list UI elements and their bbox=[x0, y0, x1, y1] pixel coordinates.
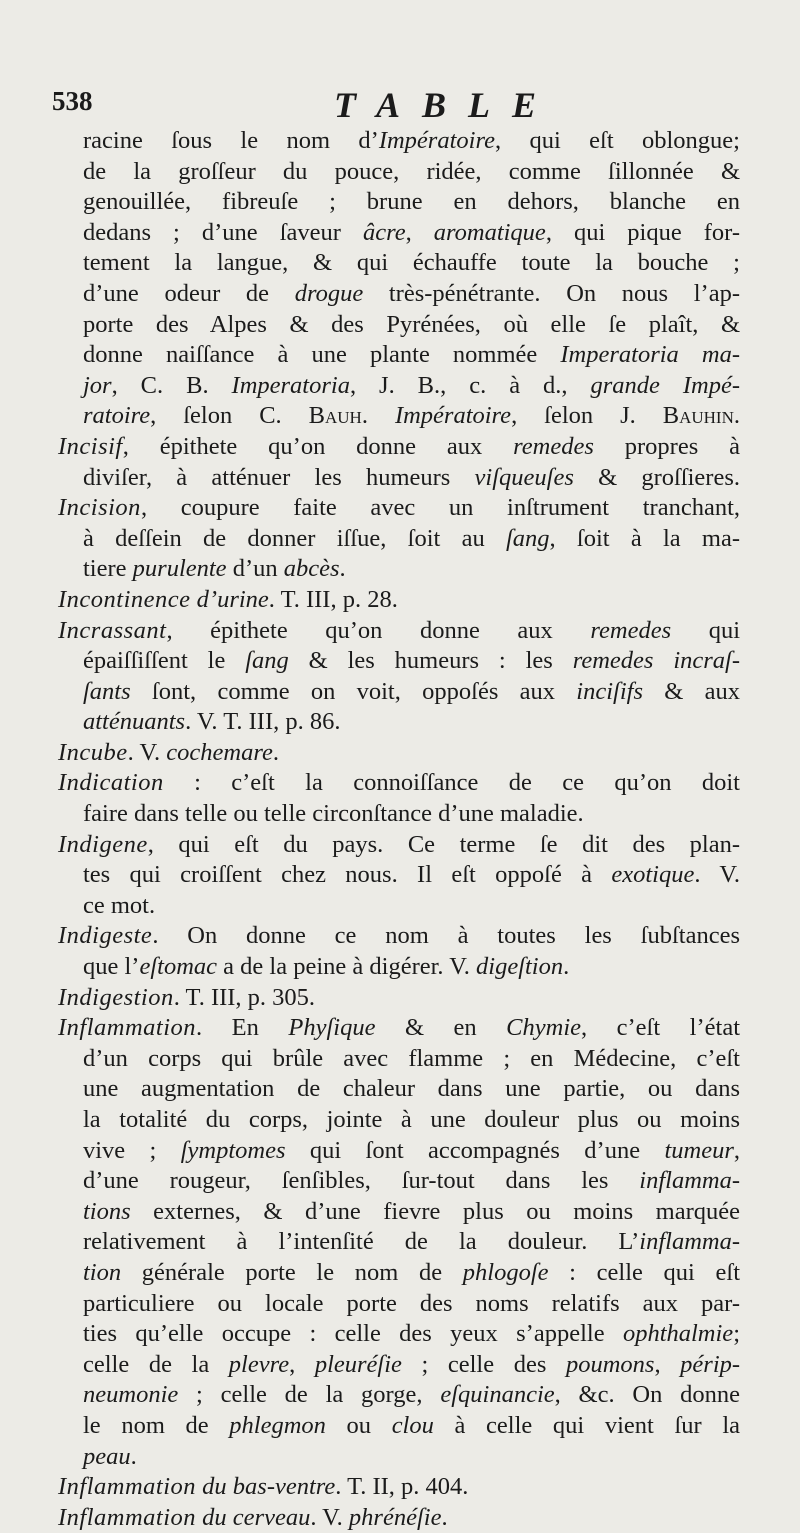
text-run: porte des Alpes & des Pyrénées, où elle ſe plaît, & bbox=[83, 310, 740, 338]
text-run: tion bbox=[83, 1258, 122, 1286]
text-run: jor bbox=[83, 371, 112, 399]
text-run: peau bbox=[83, 1442, 131, 1470]
text-run: tions bbox=[83, 1197, 131, 1225]
text-run: relativement à l’intenſité de la douleur. L’ bbox=[83, 1228, 640, 1256]
text-run: particuliere ou locale porte des noms relatifs aux par- bbox=[83, 1289, 740, 1317]
text-run: dedans ; d’une ſaveur bbox=[83, 218, 363, 246]
text-run: , bbox=[405, 218, 434, 246]
text-run: a de la peine à digérer. V. bbox=[217, 953, 477, 981]
text-run: ou bbox=[325, 1411, 392, 1439]
text-run: ſont, comme on voit, oppoſés aux bbox=[130, 677, 577, 705]
text-run: & aux bbox=[643, 677, 740, 705]
entry-line bbox=[58, 830, 740, 861]
text-run: genouillée, fibreuſe ; brune en dehors, blanche en bbox=[83, 188, 740, 216]
text-run: Impératoire bbox=[394, 402, 512, 430]
text-run: drogue bbox=[294, 279, 364, 307]
text-run: : celle qui eſt bbox=[548, 1258, 740, 1286]
text-run: viſqueuſes bbox=[474, 463, 574, 491]
text-run: . bbox=[130, 1442, 137, 1470]
text-line bbox=[58, 524, 740, 555]
text-run: tumeur bbox=[664, 1136, 734, 1164]
text-line bbox=[58, 187, 740, 218]
text-run: eſtomac bbox=[139, 953, 218, 981]
text-run: donne naiſſance à une plante nommée bbox=[83, 341, 561, 369]
text-run: , bbox=[733, 1136, 740, 1164]
text-run: . bbox=[272, 738, 279, 766]
text-line bbox=[58, 799, 740, 830]
text-run: inciſifs bbox=[576, 677, 643, 705]
entry-line bbox=[58, 738, 740, 769]
text-line bbox=[58, 891, 740, 922]
text-run: & les humeurs : les bbox=[288, 647, 573, 675]
entry-line bbox=[58, 1013, 740, 1044]
text-run: Imperatoria ma- bbox=[560, 341, 741, 369]
text-run: ſymptomes bbox=[180, 1136, 286, 1164]
text-run: tes qui croiſſent chez nous. Il eſt oppoſé à bbox=[83, 861, 612, 889]
text-run: . V. bbox=[127, 738, 167, 766]
text-run: . On donne ce nom à toutes les ſubſtances bbox=[152, 922, 740, 950]
text-run: ratoire bbox=[83, 402, 151, 430]
entry-headword: Incisif bbox=[58, 432, 123, 460]
text-run: , épithete qu’on donne aux bbox=[122, 432, 514, 460]
text-run: générale porte le nom de bbox=[121, 1258, 463, 1286]
text-run: , bbox=[289, 1350, 315, 1378]
text-run: du bas-ventre bbox=[202, 1473, 336, 1501]
text-run: grande Impé- bbox=[590, 371, 741, 399]
text-line bbox=[58, 1258, 740, 1289]
text-run: Phyſique bbox=[288, 1014, 376, 1042]
text-line bbox=[58, 218, 740, 249]
entry-line bbox=[58, 921, 740, 952]
text-run: pleuréſie bbox=[314, 1350, 402, 1378]
text-run: purulente bbox=[132, 555, 227, 583]
entry-line bbox=[58, 616, 740, 647]
entry-line bbox=[58, 983, 740, 1014]
text-run: . V. T. III, p. 86. bbox=[185, 708, 341, 736]
text-run: remedes bbox=[513, 432, 594, 460]
text-run: & en bbox=[375, 1014, 507, 1042]
text-run: ; bbox=[733, 1320, 740, 1348]
text-run: atténuants bbox=[83, 708, 186, 736]
text-run: clou bbox=[391, 1411, 434, 1439]
text-run: inflamma- bbox=[639, 1228, 740, 1256]
text-run: Bauhin bbox=[662, 402, 734, 430]
text-line bbox=[58, 952, 740, 983]
entry-headword: Incrassant bbox=[58, 616, 167, 644]
text-run: . bbox=[339, 555, 346, 583]
entry-line bbox=[58, 493, 740, 524]
entry-headword: Incube bbox=[58, 738, 128, 766]
text-run: d’urine bbox=[196, 585, 269, 613]
text-line bbox=[58, 1166, 740, 1197]
text-line bbox=[58, 860, 740, 891]
text-run: ſang bbox=[245, 647, 289, 675]
text-line bbox=[58, 126, 740, 157]
text-run: , C. B. bbox=[111, 371, 232, 399]
text-run: phrénéſie bbox=[348, 1503, 442, 1531]
text-run: d’un corps qui brûle avec flamme ; en Médecine, c’eſt bbox=[83, 1044, 740, 1072]
entry-line bbox=[58, 432, 740, 463]
text-run: , coupure faite avec un inſtrument tranchant, bbox=[140, 494, 740, 522]
text-line bbox=[58, 646, 740, 677]
text-line bbox=[58, 279, 740, 310]
text-run: , bbox=[654, 1350, 681, 1378]
text-line bbox=[58, 1197, 740, 1228]
entry-headword: Indigene bbox=[58, 830, 148, 858]
text-run: remedes incraſ- bbox=[572, 647, 741, 675]
text-run: du cerveau bbox=[202, 1503, 311, 1531]
text-run: . bbox=[361, 402, 395, 430]
text-run: tiere bbox=[83, 555, 133, 583]
text-run: ; celle de la gorge, bbox=[178, 1381, 441, 1409]
text-run: ſang bbox=[505, 524, 550, 552]
text-run: Chymie bbox=[506, 1014, 582, 1042]
text-run: la totalité du corps, jointe à une douleur plus ou moins bbox=[83, 1106, 740, 1133]
text-run: racine ſous le nom d’ bbox=[83, 127, 379, 154]
text-run: ; celle des bbox=[401, 1350, 566, 1378]
text-run: Imperatoria bbox=[231, 371, 350, 399]
text-line bbox=[58, 677, 740, 708]
text-run: cochemare bbox=[166, 738, 273, 766]
text-line bbox=[58, 707, 740, 738]
text-run: celle de la bbox=[83, 1350, 229, 1378]
text-run: remedes bbox=[590, 616, 672, 644]
text-line bbox=[58, 371, 740, 402]
text-run: neumonie bbox=[83, 1381, 179, 1409]
text-run: d’un bbox=[226, 555, 284, 583]
text-run: . T. III, p. 305. bbox=[173, 983, 316, 1011]
entry-headword: Inflammation bbox=[58, 1503, 197, 1531]
text-run: tement la langue, & qui échauffe toute la bouche ; bbox=[83, 249, 740, 277]
text-run: d’une odeur de bbox=[83, 279, 295, 307]
text-run: âcre bbox=[362, 218, 406, 246]
entry-headword: Indigeste bbox=[58, 922, 153, 950]
text-run: , J. B., c. à d., bbox=[349, 371, 591, 399]
text-line bbox=[58, 1074, 740, 1105]
text-run: eſquinancie bbox=[440, 1381, 555, 1409]
text-run: . V. bbox=[694, 861, 741, 889]
text-line bbox=[58, 1380, 740, 1411]
page-number: 538 bbox=[52, 86, 93, 116]
text-line bbox=[58, 1105, 740, 1136]
text-run: , épithete qu’on donne aux bbox=[166, 616, 591, 644]
text-run: faire dans telle ou telle circonſtance d’une maladie. bbox=[83, 800, 584, 828]
text-run: ophthalmie bbox=[622, 1320, 734, 1348]
text-run: diviſer, à atténuer les humeurs bbox=[83, 463, 475, 491]
text-run: . bbox=[733, 402, 740, 430]
text-line bbox=[58, 1350, 740, 1381]
text-run: épaiſſiſſent le bbox=[83, 647, 246, 675]
text-run: Impératoire bbox=[378, 127, 495, 154]
text-run: exotique bbox=[611, 861, 695, 889]
text-line bbox=[58, 1136, 740, 1167]
text-run: à deſſein de donner iſſue, ſoit au bbox=[83, 524, 506, 552]
text-line bbox=[58, 248, 740, 279]
text-run: & groſſieres. bbox=[573, 463, 740, 491]
text-run: aromatique bbox=[433, 218, 546, 246]
text-run: , ſelon J. bbox=[511, 402, 663, 430]
entry-headword: Indigestion bbox=[58, 983, 174, 1011]
text-run: le nom de bbox=[83, 1411, 230, 1439]
text-line bbox=[58, 401, 740, 432]
text-run: plevre bbox=[228, 1350, 290, 1378]
text-run: . bbox=[441, 1503, 448, 1531]
text-line bbox=[58, 157, 740, 188]
text-run: à celle qui vient ſur la bbox=[433, 1411, 740, 1439]
text-line bbox=[58, 1044, 740, 1075]
text-line bbox=[58, 1227, 740, 1258]
text-run: qui ſont accompagnés d’une bbox=[285, 1136, 665, 1164]
text-line bbox=[58, 463, 740, 494]
text-run: externes, & d’une fievre plus ou moins marquée bbox=[130, 1197, 740, 1225]
text-run: . En bbox=[196, 1014, 289, 1042]
text-line bbox=[58, 1289, 740, 1320]
entry-line bbox=[58, 585, 740, 616]
text-run: ties qu’elle occupe : celle des yeux s’appelle bbox=[83, 1320, 623, 1348]
text-line bbox=[58, 554, 740, 585]
index-text bbox=[58, 126, 740, 1533]
text-run: qui bbox=[671, 616, 741, 644]
text-run: vive ; bbox=[83, 1136, 181, 1164]
entry-headword: Indication bbox=[58, 769, 164, 797]
text-run: ſants bbox=[83, 677, 131, 705]
text-run: phlegmon bbox=[229, 1411, 326, 1439]
text-run: , &c. On donne bbox=[554, 1381, 740, 1409]
text-run: . T. II, p. 404. bbox=[335, 1473, 469, 1501]
text-run: très-pénétrante. On nous l’ap- bbox=[363, 279, 740, 307]
text-run: , qui eſt oblongue; bbox=[494, 127, 740, 154]
text-run: une augmentation de chaleur dans une partie, ou dans bbox=[83, 1075, 740, 1103]
entry-headword: Inflammation bbox=[58, 1473, 197, 1501]
page-header bbox=[52, 84, 772, 128]
entry-line bbox=[58, 768, 740, 799]
text-run: , qui eſt du pays. Ce terme ſe dit des plan- bbox=[147, 830, 740, 858]
text-line bbox=[58, 340, 740, 371]
text-run: d’une rougeur, ſenſibles, ſur-tout dans les bbox=[83, 1167, 640, 1195]
text-line bbox=[58, 1442, 740, 1473]
text-run: digeſtion bbox=[476, 953, 564, 981]
text-run: que l’ bbox=[83, 953, 140, 981]
text-run: , ſoit à la ma- bbox=[549, 524, 740, 552]
text-line bbox=[58, 310, 740, 341]
entry-headword: Inflammation bbox=[58, 1014, 197, 1042]
text-run: ce mot. bbox=[83, 891, 156, 919]
text-line bbox=[58, 1411, 740, 1442]
entry-headword: Incontinence bbox=[58, 585, 191, 613]
text-run: poumons bbox=[565, 1350, 655, 1378]
running-title: TABLE bbox=[334, 85, 559, 125]
text-run: , ſelon C. bbox=[150, 402, 309, 430]
text-run: . V. bbox=[310, 1503, 349, 1531]
text-run: de la groſſeur du pouce, ridée, comme ſillonnée & bbox=[83, 157, 740, 185]
text-run: phlogoſe bbox=[462, 1258, 549, 1286]
text-run: , qui pique for- bbox=[545, 218, 740, 246]
text-run: : c’eſt la connoiſſance de ce qu’on doit bbox=[163, 769, 740, 797]
text-line bbox=[58, 1319, 740, 1350]
text-run: inflamma- bbox=[639, 1167, 740, 1195]
text-run: . bbox=[563, 953, 570, 981]
text-run: . T. III, p. 28. bbox=[268, 585, 398, 613]
text-run: Bauh bbox=[308, 402, 362, 430]
entry-line bbox=[58, 1503, 740, 1533]
text-run: abcès bbox=[283, 555, 340, 583]
text-run: propres à bbox=[593, 432, 740, 460]
text-run: périp- bbox=[680, 1350, 741, 1378]
text-run: , c’eſt l’état bbox=[581, 1014, 740, 1042]
entry-line bbox=[58, 1472, 740, 1503]
entry-headword: Incision bbox=[58, 494, 141, 522]
